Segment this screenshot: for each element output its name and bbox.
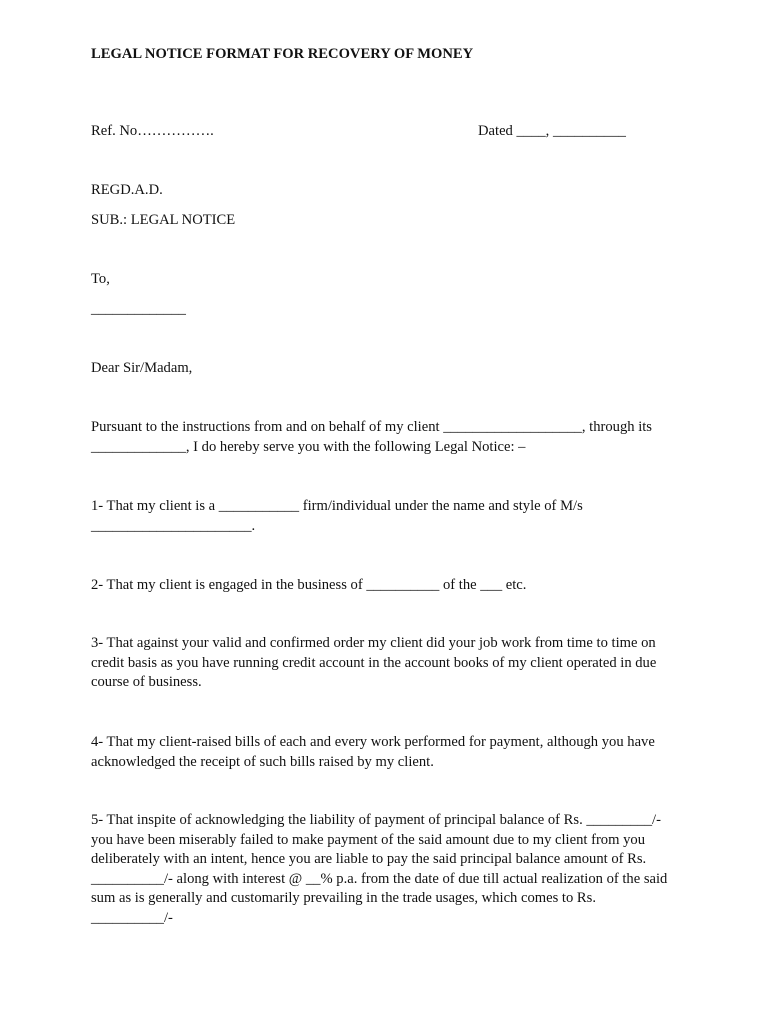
document-title: LEGAL NOTICE FORMAT FOR RECOVERY OF MONEY: [91, 46, 474, 62]
addressee-blank: _____________: [91, 301, 186, 317]
notice-point-5: 5- That inspite of acknowledging the liability of payment of principal balance of Rs. _________/- you have been miserably failed to make payment of the said amount due to my client from you deliberately with an intent, hence you are liable to pay the said principal balance amount of Rs. __________/- along with interest @ __% p.a. from the date of due till actual realization of the said sum as is generally and customarily prevailing in the trade usages, which comes to Rs. __________/-: [91, 812, 672, 926]
subject-line: SUB.: LEGAL NOTICE: [91, 212, 236, 228]
intro-paragraph: Pursuant to the instructions from and on behalf of my client ___________________, through its _____________, I do hereby serve you with the following Legal Notice: –: [91, 419, 656, 455]
addressee-label: To,: [91, 271, 110, 287]
reference-number: Ref. No…………….: [91, 123, 214, 139]
registered-ad-line: REGD.A.D.: [91, 182, 163, 198]
notice-point-1: 1- That my client is a ___________ firm/individual under the name and style of M/s ______________________.: [91, 498, 587, 534]
salutation: Dear Sir/Madam,: [91, 360, 193, 376]
notice-point-4: 4- That my client-raised bills of each and every work performed for payment, although you have acknowledged the receipt of such bills raised by my client.: [91, 734, 659, 770]
notice-point-3: 3- That against your valid and confirmed order my client did your job work from time to time on credit basis as you have running credit account in the account books of my client operated in due course of business.: [91, 635, 660, 690]
notice-point-2: 2- That my client is engaged in the business of __________ of the ___ etc.: [91, 577, 527, 593]
dated-field: Dated ____, __________: [478, 123, 626, 139]
